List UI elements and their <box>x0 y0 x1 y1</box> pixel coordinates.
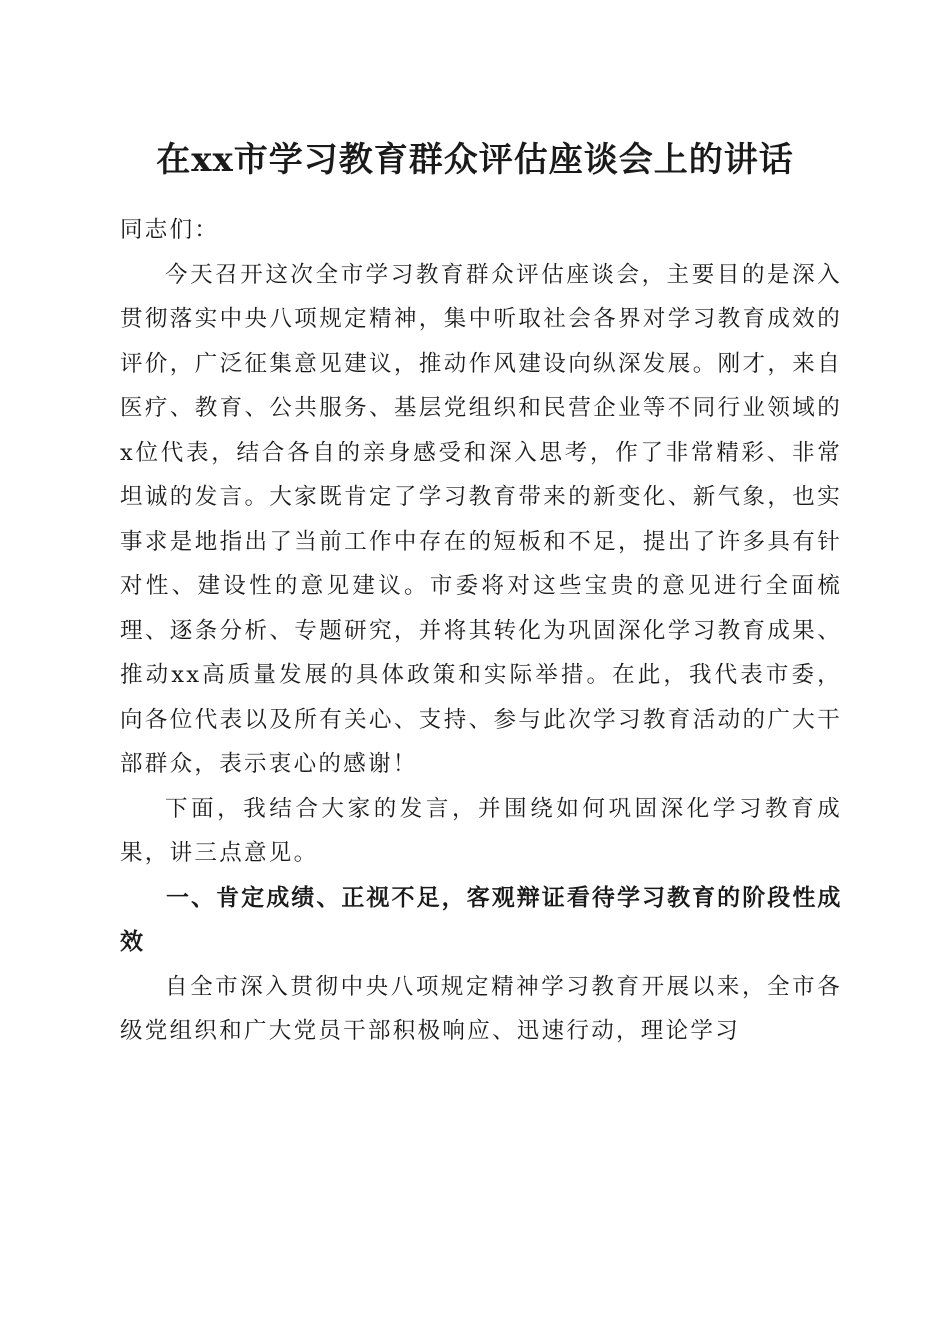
opening-paragraph: 今天召开这次全市学习教育群众评估座谈会，主要目的是深入贯彻落实中央八项规定精神，集中听取社会各界对学习教育成效的评价，广泛征集意见建议，推动作风建设向纵深发展。刚才，来自医疗、教育、公共服务、基层党组织和民营企业等不同行业领域的x位代表，结合各自的亲身感受和深入思考，作了非常精彩、非常坦诚的发言。大家既肯定了学习教育带来的新变化、新气象，也实事求是地指出了当前工作中存在的短板和不足，提出了许多具有针对性、建设性的意见建议。市委将对这些宝贵的意见进行全面梳理、逐条分析、专题研究，并将其转化为巩固深化学习教育成果、推动xx高质量发展的具体政策和实际举措。在此，我代表市委，向各位代表以及所有关心、支持、参与此次学习教育活动的广大干部群众，表示衷心的感谢！ <box>120 261 842 777</box>
document-title: 在xx市学习教育群众评估座谈会上的讲话 <box>156 140 794 180</box>
document-body <box>120 208 842 1054</box>
section-heading-1: 一、肯定成绩、正视不足，客观辩证看待学习教育的阶段性成效 <box>120 884 842 955</box>
section-1-paragraph: 自全市深入贯彻中央八项规定精神学习教育开展以来，全市各级党组织和广大党员干部积极响应、迅速行动，理论学习 <box>120 973 842 1044</box>
salutation: 同志们： <box>120 217 220 243</box>
transition-paragraph: 下面，我结合大家的发言，并围绕如何巩固深化学习教育成果，讲三点意见。 <box>120 795 842 866</box>
